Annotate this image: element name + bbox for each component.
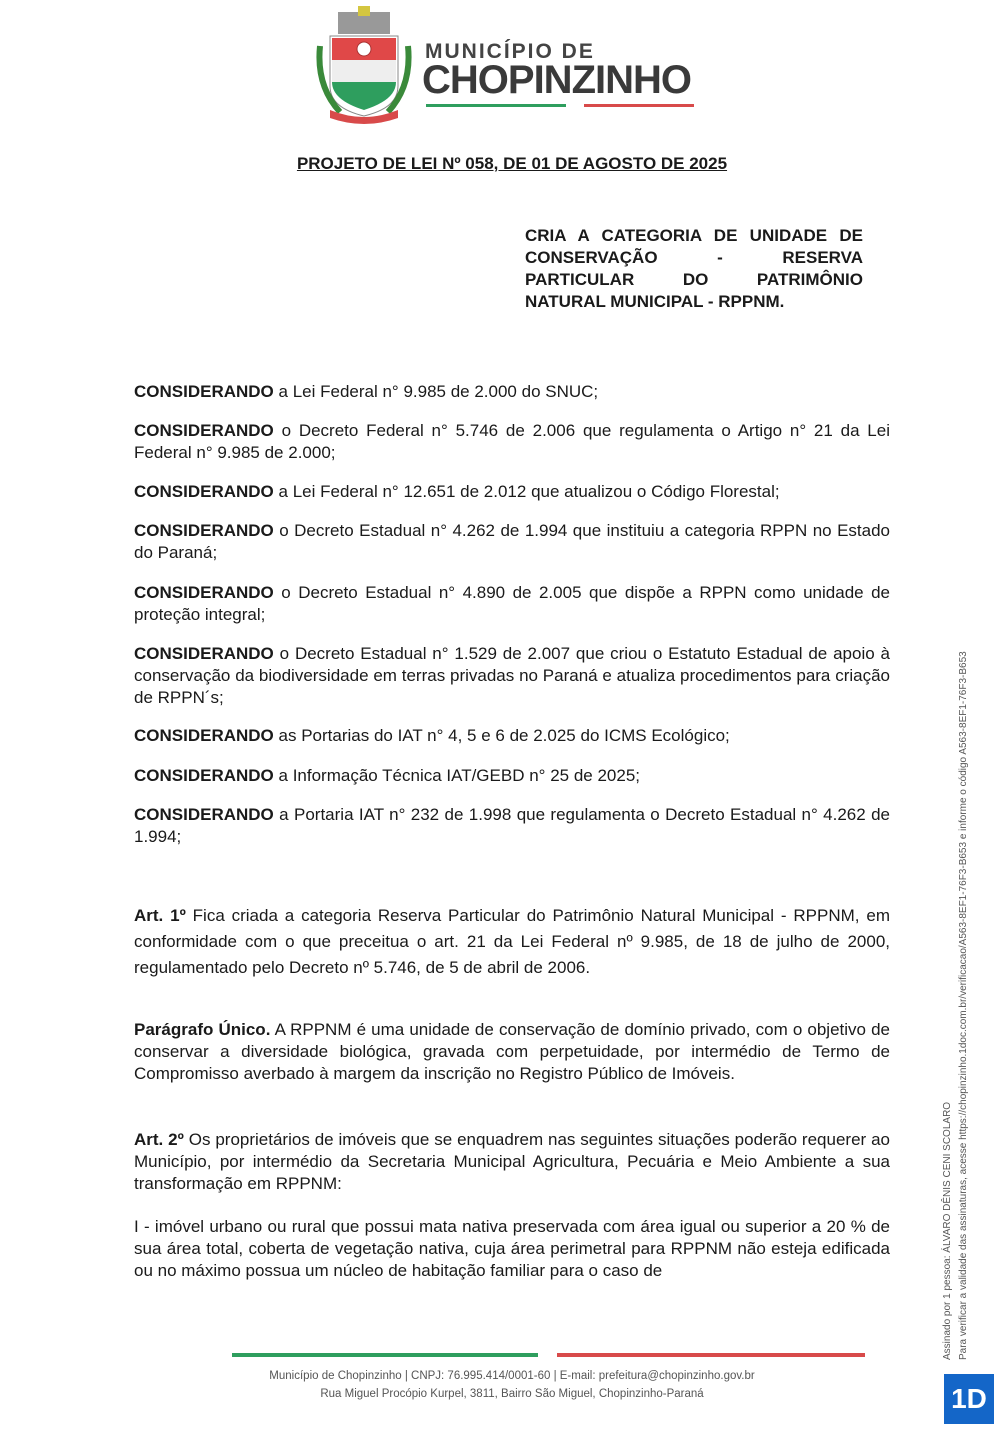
ementa-line: CRIA A CATEGORIA DE UNIDADE DE CONSERVAÇÃO - RESERVA PARTICULAR DO PATRIMÔNIO [525,226,863,289]
logo-text-municipio: MUNICÍPIO DE [425,40,595,63]
considerando-item: CONSIDERANDO a Portaria IAT n° 232 de 1.998 que regulamenta o Decreto Estadual n° 4.262 de 1.994; [134,805,890,846]
logo-text-chopinzinho: CHOPINZINHO [422,58,691,102]
considerando-item: CONSIDERANDO a Informação Técnica IAT/GEBD n° 25 de 2025; [134,766,640,785]
logo-stripe-red [584,104,694,107]
considerando-item: CONSIDERANDO o Decreto Estadual n° 1.529 de 2.007 que criou o Estatuto Estadual de apoio à conservação da biodiversidade em terras privadas no Paraná e atualiza procedimentos para criação de RPPN´s; [134,644,890,707]
inciso-1: I - imóvel urbano ou rural que possui mata nativa preservada com área igual ou superior a 20 % de sua área total, coberta de vegetação nativa, cuja área perimetral para RPPNM não esteja edificada ou no máximo possua um núcleo de habitação familiar para o caso de [134,1217,890,1280]
article-2: Art. 2º Os proprietários de imóveis que se enquadrem nas seguintes situações poderão requerer ao Município, por intermédio da Secretaria Municipal Agricultura, Pecuária e Meio Ambiente a sua transformação em RPPNM: [134,1130,890,1193]
signature-notice: Assinado por 1 pessoa: ÁLVARO DÊNIS CENI SCOLARO [942,1101,953,1360]
article-1: Art. 1º Fica criada a categoria Reserva Particular do Patrimônio Natural Municipal - RPPNM, em conformidade com o que preceitua o art. 21 da Lei Federal nº 9.985, de 18 de julho de 2000, regulamentado pelo Decreto nº 5.746, de 5 de abril de 2006. [134,906,890,977]
considerando-item: CONSIDERANDO o Decreto Federal n° 5.746 de 2.006 que regulamenta o Artigo n° 21 da Lei Federal n° 9.985 de 2.000; [134,421,890,462]
document-title: PROJETO DE LEI Nº 058, DE 01 DE AGOSTO DE 2025 [296,154,728,173]
logo-stripe-green [426,104,566,107]
footer-stripe-red [557,1353,865,1357]
considerando-item: CONSIDERANDO o Decreto Estadual n° 4.262 de 1.994 que instituiu a categoria RPPN no Estado do Paraná; [134,521,890,562]
signature-verify-link[interactable]: Para verificar a validade das assinaturas, acesse https://chopinzinho.1doc.com.br/verificacao/A563-8EF1-76F3-B653 e informe o código A563-8EF1-76F3-B653 [958,651,969,1360]
paragrafo-unico: Parágrafo Único. A RPPNM é uma unidade de conservação de domínio privado, com o objetivo de conservar a diversidade biológica, gravada com perpetuidade, por intermédio de Termo de Compromisso averbado à margem da inscrição no Registro Público de Imóveis. [134,1020,890,1083]
ementa [525,225,863,313]
footer-stripe-green [232,1353,538,1357]
considerando-item: CONSIDERANDO a Lei Federal n° 9.985 de 2.000 do SNUC; [134,382,599,401]
footer-contact: Município de Chopinzinho | CNPJ: 76.995.414/0001-60 | E-mail: prefeitura@chopinzinho.gov.br [269,1370,755,1382]
1doc-logo-icon: 1D [951,1383,987,1414]
footer-address: Rua Miguel Procópio Kurpel, 3811, Bairro São Miguel, Chopinzinho-Paraná [320,1388,704,1400]
considerando-item: CONSIDERANDO o Decreto Estadual n° 4.890 de 2.005 que dispõe a RPPN como unidade de proteção integral; [134,583,890,624]
municipal-coat-of-arms-logo [316,6,412,126]
considerando-item: CONSIDERANDO as Portarias do IAT n° 4, 5 e 6 de 2.025 do ICMS Ecológico; [134,726,730,745]
ementa-line: NATURAL MUNICIPAL - RPPNM. [525,292,785,311]
considerando-item: CONSIDERANDO a Lei Federal n° 12.651 de 2.012 que atualizou o Código Florestal; [134,482,780,501]
